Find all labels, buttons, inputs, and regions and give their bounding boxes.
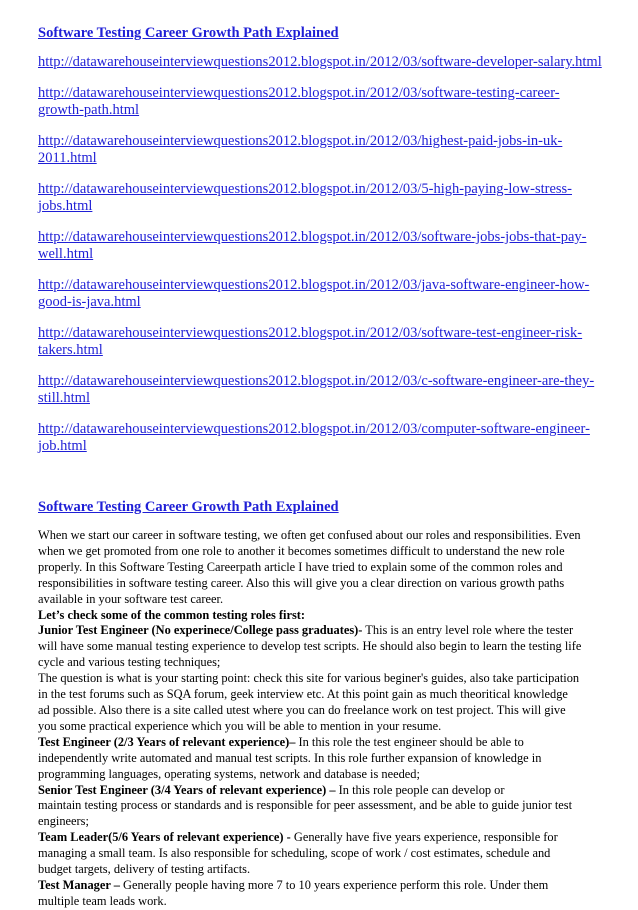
url-link-line: http://datawarehouseinterviewquestions2012.blogspot.in/2012/03/5-high-paying-low-stress-: [38, 181, 573, 197]
body-text: in the test forums such as SQA forum, geek interview etc. At this point gain as much theoritical knowledge: [38, 687, 568, 702]
article-line: [38, 878, 604, 894]
article-line: [38, 719, 604, 735]
bold-text: Test Manager –: [38, 877, 120, 892]
article-heading-link[interactable]: Software Testing Career Growth Path Explained: [38, 499, 339, 515]
url-link-line: well.html: [38, 246, 94, 262]
body-text: In this role the test engineer should be able to: [295, 734, 524, 749]
url-link-line: http://datawarehouseinterviewquestions2012.blogspot.in/2012/03/highest-paid-jobs-in-uk-: [38, 133, 563, 149]
article-line: [38, 687, 604, 703]
body-text: When we start our career in software testing, we often get confused about our roles and responsibilities. Even: [38, 528, 581, 542]
url-link-line: takers.html: [38, 342, 103, 358]
body-text: available in your software test career.: [38, 591, 224, 606]
body-text: budget targets, delivery of testing artifacts.: [38, 862, 251, 877]
bold-text: Team Leader(5/6 Years of relevant experience) -: [38, 830, 291, 845]
body-text: you some practical experience which you will be able to mention in your resume.: [38, 718, 442, 733]
url-link-line: http://datawarehouseinterviewquestions2012.blogspot.in/2012/03/java-software-engineer-how-: [38, 277, 590, 293]
url-link-line: 2011.html: [38, 150, 97, 166]
body-text: ad possible. Also there is a site called utest where you can do freelance work on test project. This will give: [38, 702, 566, 717]
url-link[interactable]: [38, 54, 604, 71]
url-link[interactable]: [38, 133, 604, 167]
body-text: responsibilities in software testing career. Also this will give you a clear direction on various growth paths: [38, 575, 565, 590]
article-line: [38, 560, 604, 576]
bold-text: Let’s check some of the common testing roles first:: [38, 607, 306, 622]
url-link[interactable]: [38, 277, 604, 311]
article-line: [38, 830, 604, 846]
url-link-line: jobs.html: [38, 198, 93, 214]
url-link-line: good-is-java.html: [38, 294, 141, 310]
url-link-line: http://datawarehouseinterviewquestions2012.blogspot.in/2012/03/software-jobs-jobs-that-pay-: [38, 229, 587, 245]
bold-text: Junior Test Engineer (No experinece/College pass graduates)-: [38, 623, 363, 638]
body-text: properly. In this Software Testing Careerpath article I have tried to explain some of the common roles and: [38, 559, 563, 574]
body-text: when we get promoted from one role to another it becomes sometimes difficult to understand the new role: [38, 543, 565, 558]
article-line: [38, 751, 604, 767]
body-text: managing a small team. Is also responsible for scheduling, scope of work / cost estimates, schedule and: [38, 846, 551, 861]
body-text: In this role people can develop or: [335, 782, 505, 797]
body-text: programming languages, operating systems, network and database is needed;: [38, 766, 420, 781]
article-line: [38, 639, 604, 655]
article-line: [38, 623, 604, 639]
url-link[interactable]: [38, 85, 604, 119]
article-line: [38, 862, 604, 878]
article-line: [38, 544, 604, 560]
body-text: multiple team leads work.: [38, 893, 167, 908]
article-line: [38, 735, 604, 751]
article-line: [38, 846, 604, 862]
url-link[interactable]: [38, 229, 604, 263]
article-line: [38, 767, 604, 783]
body-text: maintain testing process or standards and is responsible for peer assessment, and be able to guide junior test: [38, 798, 573, 813]
article-line: [38, 783, 604, 799]
url-link-line: http://datawarehouseinterviewquestions2012.blogspot.in/2012/03/software-test-engineer-risk-: [38, 325, 583, 341]
article-line: [38, 655, 604, 671]
article-body: [38, 528, 604, 910]
body-text: independently write automated and manual test scripts. In this role further expansion of knowledge in: [38, 750, 542, 765]
article-line: [38, 703, 604, 719]
url-link-line: http://datawarehouseinterviewquestions2012.blogspot.in/2012/03/software-developer-salary.html: [38, 54, 602, 70]
url-link-line: http://datawarehouseinterviewquestions2012.blogspot.in/2012/03/c-software-engineer-are-they-: [38, 373, 595, 389]
url-link-line: http://datawarehouseinterviewquestions2012.blogspot.in/2012/03/computer-software-engineer-: [38, 421, 590, 437]
url-link-line: still.html: [38, 390, 90, 406]
url-link[interactable]: [38, 181, 604, 215]
url-link[interactable]: [38, 325, 604, 359]
url-link[interactable]: [38, 421, 604, 455]
url-link-line: job.html: [38, 438, 87, 454]
article-line: [38, 798, 604, 814]
url-link-line: growth-path.html: [38, 102, 140, 118]
body-text: The question is what is your starting point: check this site for various beginer's guides, also take participation: [38, 671, 580, 686]
body-text: engineers;: [38, 814, 89, 829]
article-line: [38, 608, 604, 624]
body-text: Generally people having more 7 to 10 years experience perform this role. Under them: [119, 877, 549, 892]
article-line: [38, 592, 604, 608]
body-text: will have some manual testing experience to develop test scripts. He should also begin to learn the testing life: [38, 639, 582, 654]
article-line: [38, 814, 604, 830]
document-page: [38, 0, 604, 910]
body-text: cycle and various testing techniques;: [38, 655, 221, 670]
link-list: [38, 54, 604, 455]
article-line: [38, 671, 604, 687]
article-line: [38, 528, 604, 544]
bold-text: Senior Test Engineer (3/4 Years of relevant experience) –: [38, 782, 336, 797]
body-text: This is an entry level role where the tester: [362, 623, 574, 638]
article-line: [38, 576, 604, 592]
top-heading-link[interactable]: Software Testing Career Growth Path Explained: [38, 25, 339, 41]
body-text: Generally have five years experience, responsible for: [290, 830, 558, 845]
url-link[interactable]: [38, 373, 604, 407]
bold-text: Test Engineer (2/3 Years of relevant experience)–: [38, 734, 296, 749]
url-link-line: http://datawarehouseinterviewquestions2012.blogspot.in/2012/03/software-testing-career-: [38, 85, 560, 101]
